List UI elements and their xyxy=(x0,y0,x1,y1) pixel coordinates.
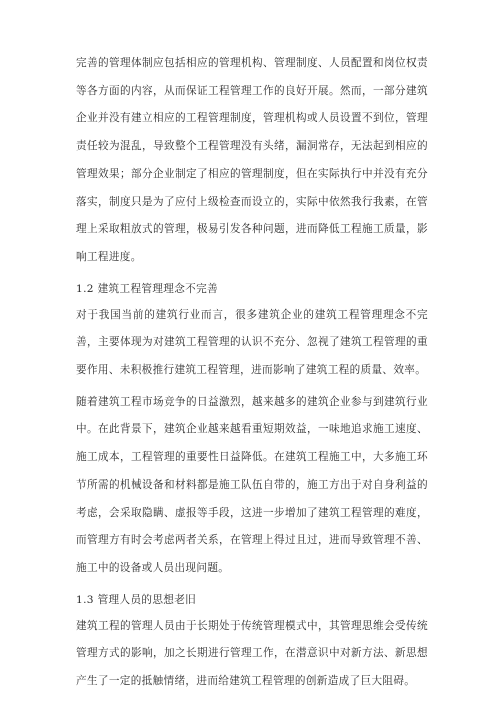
paragraph-old-thinking: 建筑工程的管理人员由于长期处于传统管理模式中，其管理思维会受传统管理方式的影响，加之长期进行管理工作，在潜意识中对新方法、新思想产生了一定的抵触情绪，进而给建筑工程管理的创新造成了巨大阻碍。 xyxy=(76,619,428,688)
paragraph-management-system: 完善的管理体制应包括相应的管理机构、管理制度、人员配置和岗位权责等各方面的内容，从而保证工程管理工作的良好开展。然而，一部分建筑企业并没有建立相应的工程管理制度，管理机构或人员设置不到位，管理责任较为混乱，导致整个工程管理没有头绪，漏洞常存，无法起到相应的管理效果；部分企业制定了相应的管理制度，但在实际执行中并没有充分落实，制度只是为了应付上级检查而设立的，实际中依然我行我素，在管理上采取粗放式的管理，极易引发各种问题，进而降低工程施工质量，影响工程进度。 xyxy=(76,57,428,263)
paragraph-market-competition: 随着建筑工程市场竞争的日益激烈，越来越多的建筑企业参与到建筑行业中。在此背景下，建筑企业越来越看重短期效益，一味地追求施工速度、施工成本，工程管理的重要性日益降低。在建筑工程施工中，大多施工环节所需的机械设备和材料都是施工队伍自带的，施工方出于对自身利益的考虑，会采取隐瞒、虚报等手段，这进一步增加了建筑工程管理的难度，而管理方有时会考虑两者关系，在管理上得过且过，进而导致管理不善、施工中的设备或人员出现问题。 xyxy=(76,395,428,574)
section-heading-1-2: 1.2 建筑工程管理理念不完善 xyxy=(76,282,218,295)
section-heading-1-3: 1.3 管理人员的思想老旧 xyxy=(76,593,197,606)
paragraph-management-concept: 对于我国当前的建筑行业而言，很多建筑企业的建筑工程管理理念不完善，主要体现为对建筑工程管理的认识不充分、忽视了建筑工程管理的重要作用、未积极推行建筑工程管理，进而影响了建筑工程的质量、效率。 xyxy=(76,308,428,377)
document-body xyxy=(76,50,428,696)
